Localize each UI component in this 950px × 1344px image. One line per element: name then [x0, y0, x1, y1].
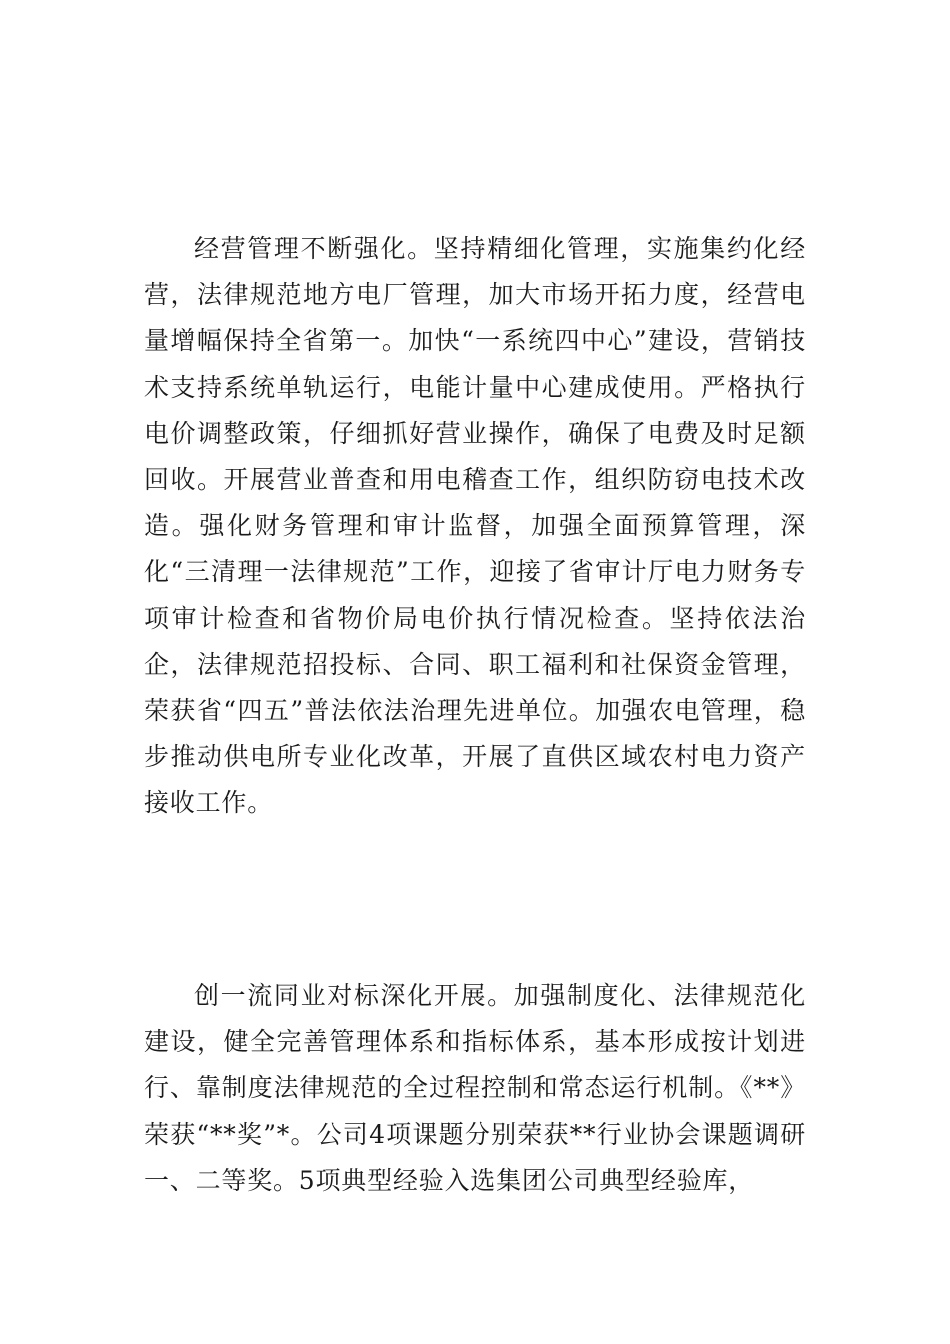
paragraph-operations-management: 经营管理不断强化。坚持精细化管理，实施集约化经营，法律规范地方电厂管理，加大市场开拓力度，经营电量增幅保持全省第一。加快“一系统四中心”建设，营销技术支持系统单轨运行，电能计量中心建成使用。严格执行电价调整政策，仔细抓好营业操作，确保了电费及时足额回收。开展营业普查和用电稽查工作，组织防窃电技术改造。强化财务管理和审计监督，加强全面预算管理，深化“三清理一法律规范”工作，迎接了省审计厅电力财务专项审计检查和省物价局电价执行情况检查。坚持依法治企，法律规范招投标、合同、职工福利和社保资金管理，荣获省“四五”普法依法治理先进单位。加强农电管理，稳步推动供电所专业化改革，开展了直供区域农村电力资产接收工作。: [144, 234, 806, 818]
paragraph-benchmarking: 创一流同业对标深化开展。加强制度化、法律规范化建设，健全完善管理体系和指标体系，基本形成按计划进行、靠制度法律规范的全过程控制和常态运行机制。《**》荣获“**奖”*。公司4项课题分别荣获**行业协会课题调研一、二等奖。5项典型经验入选集团公司典型经验库，: [144, 981, 806, 1195]
